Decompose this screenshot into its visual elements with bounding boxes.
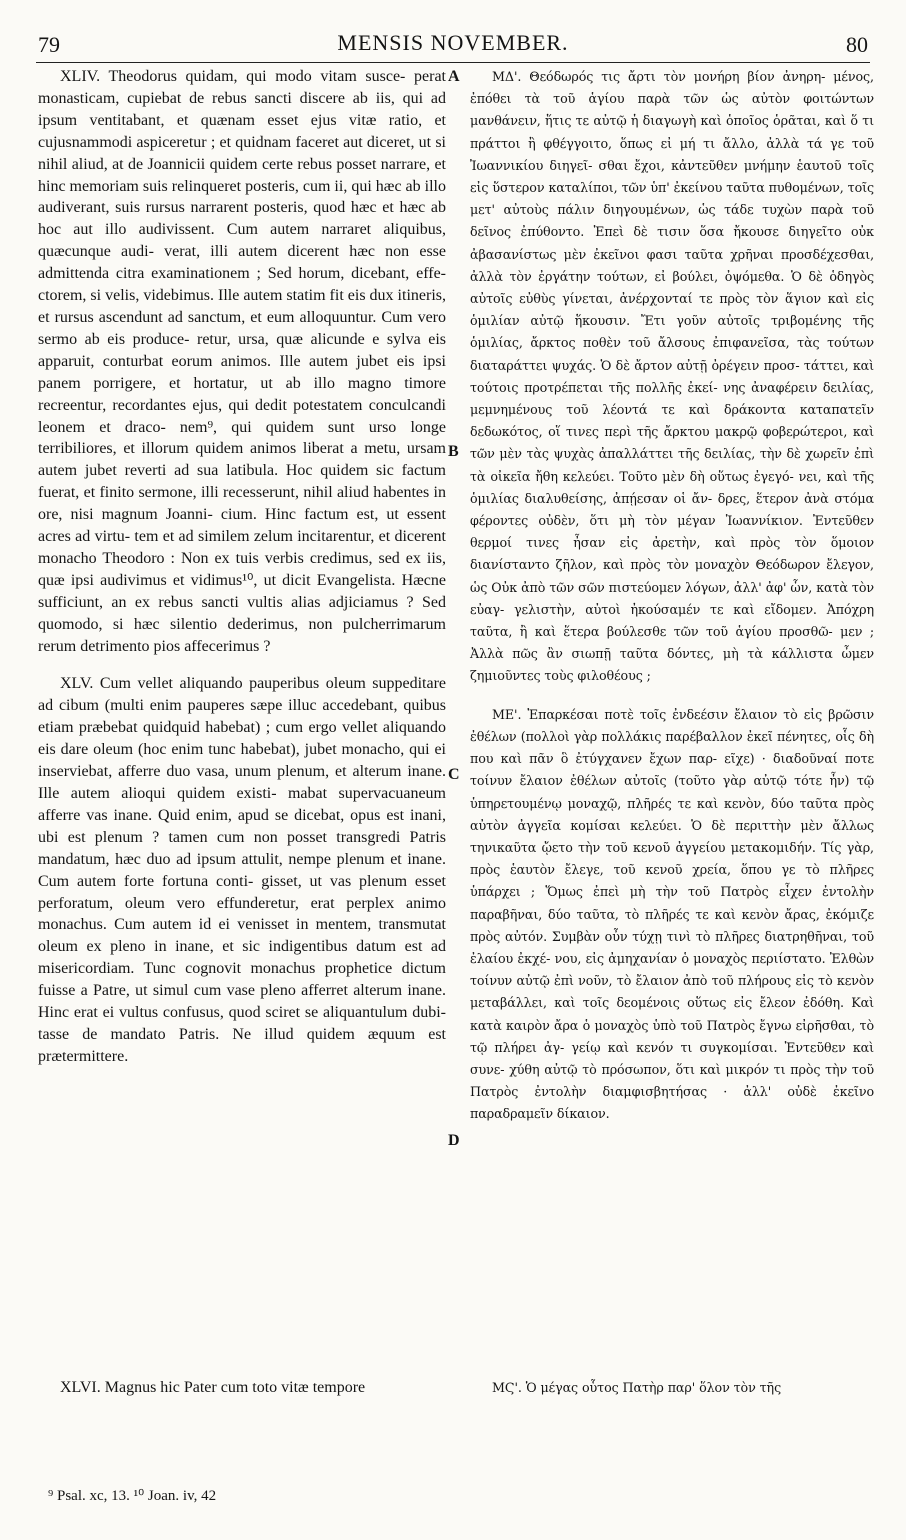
- margin-marker-a: A: [448, 68, 460, 85]
- greek-section-46: ΜϚ'. Ὁ μέγας οὗτος Πατὴρ παρ' ὅλον τὸν τῆς: [492, 1380, 782, 1395]
- greek-section-44: ΜΔ'. Θεόδωρός τις ἄρτι τὸν μονήρη βίον ἀνηρη- μένος, ἐπόθει τὰ τοῦ ἁγίου παρὰ τῶν ὡς αὐτὸν φοιτώντων μανθάνειν, ἥτις τε αὐτῷ ἡ διαγωγὴ καὶ ὁποῖος ὁρᾶται, καὶ ὅ τι πράττοι ἢ φθέγγοιτο, ὅπως εἰ μή τι ἄλλο, ἀλλὰ τά γε τοῦ Ἰωαννικίου διηγεῖ- σθαι ἔχοι, κἀντεῦθεν μνήμην ἑαυτοῦ τοῖς εἰς ὕστερον καταλίποι, τῶν ὑπ' ἐκείνου ταῦτα πυθομένων, τοῖς μετ' αὐτοὺς πάλιν διηγουμένων, ὡς τάδε τυχὼν παρὰ τοῦ δεῖνος ἐπύθοντο. Ἐπεὶ δὲ τισιν ὅσα ἤκουσε διηγεῖτο οὐκ ἀβασανίστως μὲν ἐκεῖνοι φασι ταῦτα χρῆναι προσδέχεσθαι, ἀλλὰ τὸν ἐργάτην τούτων, εἰ βούλει, ὀψόμεθα. Ὁ δὲ ὁδηγὸς αὐτοῖς εὐθὺς γίνεται, ἀνέρχονταί τε πρὸς τὸν ἅγιον καὶ εἰς ὁμιλίαν αὐτῷ ἥκουσιν. Ἔτι γοῦν αὐτοῖς τριβομένης τῆς ὁμιλίας, ἄρκτος ποθὲν τοῦ ἄλσους ἐπιφανεῖσα, τὰς τούτων διαταράττει ψυχάς. Ὁ δὲ ἄρτον αὐτῇ ὀρέγειν προσ- τάττει, καὶ τούτοις προτρέπεται τῆς πολλῆς ἐκεί- νης ἀναφέρειν δειλίας, μεμνημένους τοῦ λέοντά τε καὶ δράκοντα καταπατεῖν δεδωκότος, οἵ τινες περὶ τῆς ἄρκτου μακρῷ φοβερώτεροι, καὶ τῶν μὲν τὰς ψυχὰς ἀπαλλάττει τῆς δειλίας, τὴν δὲ χωρεῖν ἐπὶ τὰ οἰκεῖα ἤθη κελεύει. Τοῦτο μὲν δὴ οὕτως ἐγεγό- νει, καὶ τῆς ὁμιλίας διαλυθείσης, ἀπῄεσαν οἱ ἄν- δρες, ἕτερον ἀνὰ στόμα φέροντες οὐδὲν, ὅτι μὴ τὸν μέγαν Ἰωαννίκιον. Ἐντεῦθεν θερμοί τινες ἦσαν εἰς ἀρετὴν, καὶ πρὸς τὸν ὅμοιον διανίσταντο ζῆλον, καὶ πρὸς τὸν μοναχὸν Θεόδωρον ἔλεγον, ὡς Οὐκ ἀπὸ τῶν σῶν πιστεύομεν λόγων, ἀλλ' ἀφ' ὧν, κατὰ τὸν εὐαγ- γελιστὴν, αὐτοὶ ἠκούσαμέν τε καὶ εἴδομεν. Ἀπόχρη ταῦτα, ἢ καὶ ἕτερα βούλεσθε τῶν τοῦ ἁγίου προσθῶ- μεν ; Ἀλλὰ πῶς ἂν σιωπῇ ταῦτα δόντες, μὴ τὰ κάλλιστα ὦμεν ζημιοῦντες τοὺς φιλοθέους ;: [470, 69, 874, 684]
- page-number-right: 80: [846, 32, 868, 57]
- running-title: MENSIS NOVEMBER.: [337, 30, 569, 55]
- latin-section-45: XLV. Cum vellet aliquando pauperibus oleum suppeditare ad cibum (multi enim pauperes sæpe illuc accedebant, quibus etiam præbebat quidquid habebat) ; cum ergo vellet aliquando eis dare oleum (hoc enim tunc habebat), jubet monacho, qui ei inserviebat, afferre duo vasa, unum plenum, et alterum inane. Ille autem alioqui quidem existi- mabat supervacuaneum afferre vas inane. Quid enim, apud se dicebat, opus est inani, ubi est plenum ? tamen cum non posset transgredi Patris mandatum, hæc duo ad ipsum attulit, nempe plenum et inane. Cum autem forte fortuna conti- gisset, ut vas plenum esset perforatum, oleum vero effunderetur, erat perplex animo monachus. Cum autem id ei venisset in mentem, transmutat oleum ex pleno in inane, et sic indigentibus datum est ad misericordiam. Tunc cognovit monachus prophetice dictum fuisse a Patre, ut simul cum vase pleno afferret alterum inane. Hinc erat ei vultus confusus, quod sciret se aliquantulum dubi- tasse de mandato Patris. Ne illud quidem æquum est prætermittere.: [38, 675, 446, 1065]
- latin-section-46: XLVI. Magnus hic Pater cum toto vitæ tempore: [60, 1379, 366, 1396]
- greek-section-46-column: [470, 1377, 874, 1399]
- footnotes: ⁹ Psal. xc, 13. ¹⁰ Joan. iv, 42: [48, 1488, 217, 1504]
- margin-marker-c: C: [448, 766, 460, 783]
- latin-column: [38, 66, 446, 1068]
- page-number-left: 79: [38, 32, 60, 57]
- latin-section-46-column: [38, 1377, 446, 1399]
- greek-column: [470, 66, 874, 1126]
- header-rule: [36, 62, 870, 63]
- margin-marker-b: B: [448, 443, 459, 460]
- margin-marker-d: D: [448, 1132, 460, 1149]
- greek-section-45: ΜΕ'. Ἐπαρκέσαι ποτὲ τοῖς ἐνδεέσιν ἔλαιον τὸ εἰς βρῶσιν ἐθέλων (πολλοὶ γὰρ πολλάκις παρέβαλλον ἐκεῖ πένητες, οἷς δὴ που καὶ πᾶν ὃ ἐτύγχανεν ἔχων παρ- εῖχε) · διαδοῦναί ποτε τοίνυν ἔλαιον ἐθέλων αὐτοῖς (τοῦτο γὰρ αὐτῷ τότε ἦν) τῷ ὑπηρετουμένῳ μοναχῷ, πλῆρές τε καὶ κενὸν, δύο ταῦτα πρὸς αὐτὸν ἀγγεῖα κομίσαι κελεύει. Ὁ δὲ περιττὴν μὲν ἄλλως τηνικαῦτα ᾤετο τὴν τοῦ κενοῦ ἀγγείου μετακομιδήν. Τίς γὰρ, πρὸς ἑαυτὸν ἔλεγε, τοῦ κενοῦ χρεία, ὅπου γε τὸ πλῆρες ὑπάρχει ; Ὅμως ἐπεὶ μὴ τὴν τοῦ Πατρὸς εἶχεν ἐντολὴν παραβῆναι, δύο ταῦτα, τὸ πλῆρές τε καὶ κενὸν ἄρας, ἐκόμιζε πρὸς αὐτόν. Συμβὰν οὖν τύχῃ τινὶ τὸ πλῆρες διατρηθῆναι, τοῦ ἐλαίου ἐκχέ- νου, εἰς ἀμηχανίαν ὁ μοναχὸς περιίστατο. Ἐλθὼν τοίνυν αὐτῷ ἐπὶ νοῦν, τὸ ἔλαιον ἀπὸ τοῦ πλήρους εἰς τὸ κενὸν μεταβάλλει, καὶ τοῖς δεομένοις οὕτως εἰς ἔλεον ἐδόθη. Καὶ κατὰ καιρὸν ἄρα ὁ μοναχὸς ὑπὸ τοῦ Πατρὸς ἔγνω εἰρῆσθαι, τὸ τῷ πλήρει ἀγ- γείῳ καὶ κενόν τι συγκομίσαι. Ἐντεῦθεν καὶ συνε- χύθη αὐτῷ τὸ πρόσωπον, ὅτι καὶ μικρόν τι πρὸς τὴν τοῦ Πατρὸς ἐντολὴν διαμφισβητήσας · ἀλλ' οὐδὲ ἐκεῖνο παραδραμεῖν δίκαιον.: [470, 706, 874, 1122]
- page-header: [0, 30, 906, 60]
- latin-section-44: XLIV. Theodorus quidam, qui modo vitam susce- perat monasticam, cupiebat de rebus sancti discere ab iis, qui ad ipsum ventitabant, et quænam esset ejus vitæ ratio, et cujusnammodi aspiceretur ; et quidnam faceret aut diceret, ut si nihil aliud, at de Joannicii quidem certe rebus posset narrare, et hinc memoriam suis relinqueret posteris, cum ii, qui hæc ab illo audiverant, suis rursus narrarent posteris, quod hæc et hæc ab hoc aut illo audivissent. Cum autem narraret aliquibus, quæcunque audi- verat, illi autem dicerent hæc non esse admittenda citra examinationem ; Sed horum, dicebant, effe- ctorem, si velis, videbimus. Ille autem statim fit eis dux itineris, et rursus ascendunt ad sanctum, et eum alloquuntur. Cum vero sermo ab eis produce- retur, ursa, quæ alicunde e sylva eis apparuit, conturbat eorum animos. Ille autem jubet eis ipsi panem porrigere, et hortatur, ut ab illo magno timore recreentur, recordantes ejus, qui dedit potestatem conculcandi leonem et draco- nem⁹, qui quidem sunt urso longe terribiliores, et illorum quidem animos liberat a metu, ursam autem jubet reverti ad sua latibula. Hoc quidem sic factum fuerat, et finito sermone, illi recesserunt, nihil aliud habentes in ore, nisi magnum Joanni- cium. Hinc factum est, ut essent acres ad virtu- tem et ad similem zelum incitarentur, et dicerent monacho Theodoro : Non ex tuis verbis credimus, sed ex iis, quæ ipsi audivimus et vidimus¹⁰, ut dicit Evangelista. Hæcne sufficiunt, an ex rebus sancti vultis alias adjiciamus ? Sed quomodo, si hæc silentio dederimus, non pulcherrimarum rerum detrimento pios affecerimus ?: [38, 68, 446, 655]
